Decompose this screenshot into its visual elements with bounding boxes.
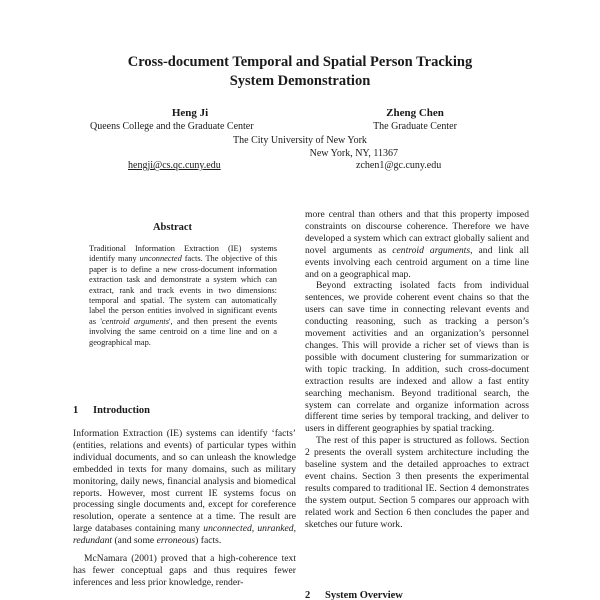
abstract-body <box>89 244 277 348</box>
intro-p1-text-2: (and some <box>112 535 157 547</box>
right-p1-text-1: more central than others and that this property imposed constraints on discourse coherence. Therefore we have developed a system which can extract globally salient and novel arguments as <box>305 209 529 256</box>
right-column-body <box>305 209 529 530</box>
author-2-name: Zheng Chen <box>386 107 444 119</box>
section-2-heading <box>305 590 403 600</box>
title-line-2: System Demonstration <box>229 73 371 89</box>
shared-affiliation-1: The City University of New York <box>233 135 367 146</box>
shared-affiliation-2: New York, NY, 11367 <box>309 148 398 159</box>
abstract-emphasis-1: unconnected <box>139 254 182 264</box>
abstract-text-3: ', and then present the events involving the same centroid on a time line and on a geographical map. <box>89 316 277 347</box>
intro-p1-text-3: ) facts. <box>195 535 222 547</box>
intro-paragraph-2: McNamara (2001) proved that a high-coherence text has fewer conceptual gaps and thus requires fewer inferences and less prior knowledge, render- <box>73 553 296 588</box>
author-1-block <box>90 106 290 133</box>
author-1-affiliation: Queens College and the Graduate Center <box>90 121 254 132</box>
paper-title <box>80 53 520 91</box>
right-paragraph-2: Beyond extracting isolated facts from individual sentences, we provide coherent event chains so that the users can save time in connecting relevant events and conducting reasoning, such as tracking a person’s movement activities and an organization’s personnel changes. This will provide a richer set of views than is possible with document clustering for summarization or with topic tracking. In addition, such cross-document extraction results are indexed and allow a fast entity searching mechanism. Beyond traditional search, the system can correlate and organize information across different time series by temporal tracking, and deliver to users in different geographies by spatial tracking. <box>305 280 529 435</box>
author-2-block <box>345 106 485 133</box>
abstract-heading: Abstract <box>152 222 193 233</box>
right-p1-text-2: , and link all events involving each centroid argument on a time line and on a geographical map. <box>305 244 529 280</box>
abstract-text-2: facts. The objective of this paper is to define a new cross-document information extraction task and demonstrate a system which can extract, rank and track events in two dimensions: temporal and spatial. The system can automatically label the person entities involved in significant events as ' <box>89 254 278 326</box>
intro-p1-emphasis-1: unconnected, unranked, redundant <box>73 523 296 547</box>
author-1-name: Heng Ji <box>171 107 209 119</box>
section-1-heading <box>73 405 150 416</box>
section-1-number: 1 <box>73 405 79 416</box>
right-paragraph-1 <box>305 209 529 280</box>
abstract-emphasis-2: centroid arguments <box>101 316 169 326</box>
author-2-affiliation: The Graduate Center <box>373 121 457 132</box>
intro-paragraph-1 <box>73 428 296 547</box>
section-2-title: System Overview <box>325 590 403 600</box>
author-2-email[interactable]: zchen1@gc.cuny.edu <box>356 160 442 171</box>
section-2-number: 2 <box>305 590 311 600</box>
abstract-text-1: Traditional Information Extraction (IE) systems identify many <box>89 244 277 264</box>
author-1-email[interactable]: hengji@cs.qc.cuny.edu <box>128 160 221 171</box>
intro-p1-emphasis-2: erroneous <box>156 535 196 547</box>
title-line-1: Cross-document Temporal and Spatial Person Tracking <box>127 54 473 70</box>
section-1-title: Introduction <box>93 405 150 416</box>
left-column-body <box>73 428 296 589</box>
right-paragraph-3: The rest of this paper is structured as follows. Section 2 presents the overall system architecture including the baseline system and the detailed approaches to extract event chains. Section 3 then presents the experimental results compared to traditional IE. Section 4 demonstrates the system output. Section 5 compares our approach with related work and Section 6 then concludes the paper and sketches our future work. <box>305 435 529 530</box>
intro-p1-text-1: Information Extraction (IE) systems can identify ‘facts’ (entities, relations and events) of particular types within individual documents, and so can unleash the knowledge embedded in texts for many domains, such as military monitoring, daily news, financial analysis and biomedical reports. However, most current IE systems focus on processing single documents and, except for coreference resolution, operate a sentence at a time. The result are large databases containing many <box>73 428 296 535</box>
right-p1-emphasis: centroid arguments <box>392 244 471 256</box>
